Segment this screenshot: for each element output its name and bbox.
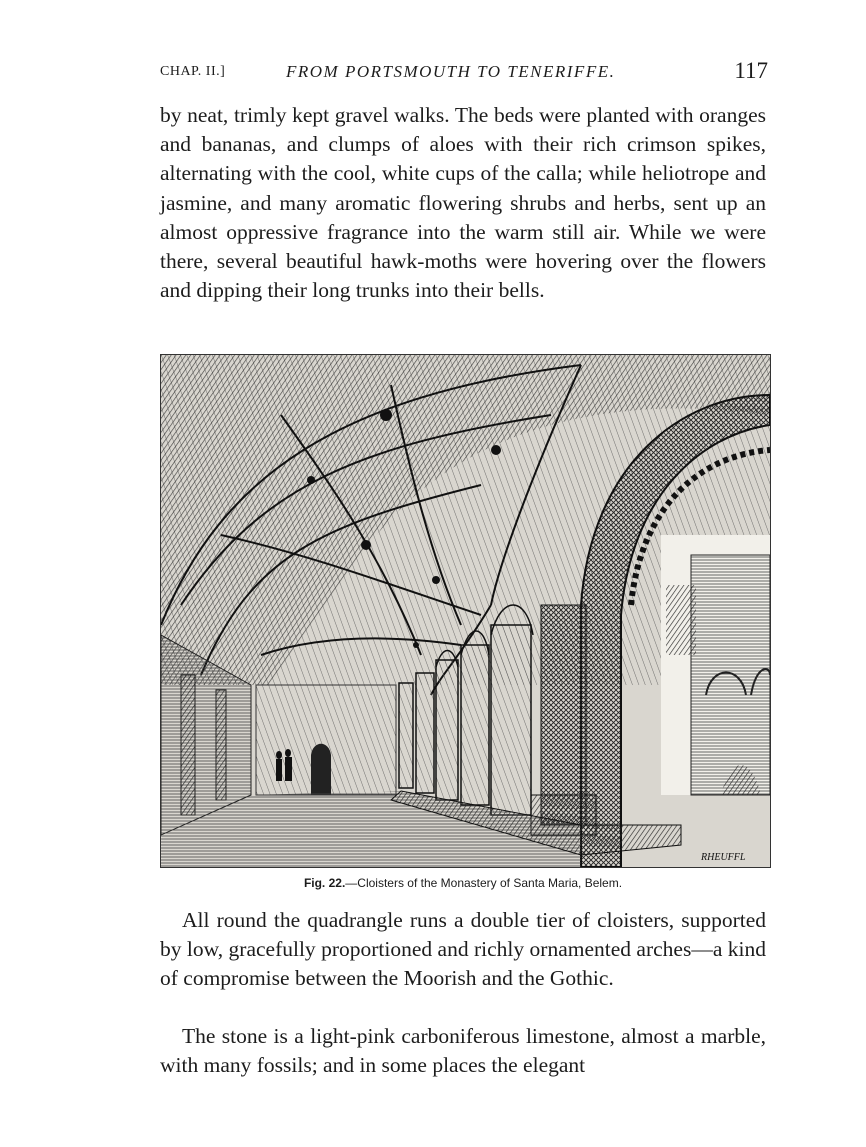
paragraph-gardens: by neat, trimly kept gravel walks. The beds were planted with oranges and bananas, and clumps of aloes with their rich crimson spikes, alternating with the cool, white cups of the calla; while heliotrope and jasmine, and many aromatic flowering shrubs and herbs, sent up an almost oppressive fragrance into the warm still air. While we were there, several beautiful hawk-moths were hovering over the flowers and dipping their long trunks into their bells. xyxy=(160,103,766,303)
caption-text: —Cloisters of the Monastery of Santa Maria, Belem. xyxy=(345,876,623,890)
ornate-column xyxy=(541,605,586,825)
paragraph-stone: The stone is a light-pink carboniferous limestone, almost a marble, with many fossils; and in some places the elegant xyxy=(160,1024,766,1078)
courtyard-tower xyxy=(666,585,696,655)
far-doorway xyxy=(311,744,331,795)
figure-caption xyxy=(160,876,766,890)
cloister-engraving xyxy=(160,354,771,868)
figure-number: Fig. 22. xyxy=(303,876,346,890)
page-number: 117 xyxy=(734,58,768,83)
engraver-signature: RHEUFFL xyxy=(701,852,746,863)
running-header xyxy=(160,58,768,88)
cloister-illustration xyxy=(161,355,770,867)
running-title: FROM PORTSMOUTH TO TENERIFFE. xyxy=(286,62,616,81)
chapter-label: CHAP. II.] xyxy=(160,64,226,79)
paragraph-cloisters: All round the quadrangle runs a double tier of cloisters, supported by low, gracefully proportioned and richly ornamented arches—a kind of compromise between the Moorish and the Gothic. xyxy=(160,908,766,991)
